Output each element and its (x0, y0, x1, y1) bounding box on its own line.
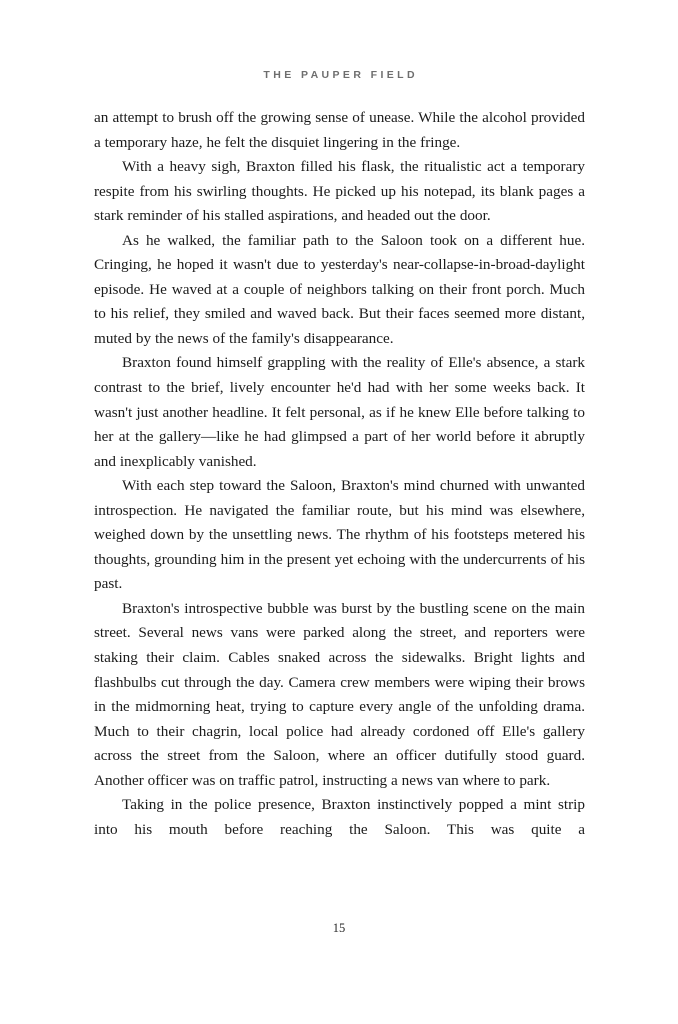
page-number: 15 (332, 921, 346, 935)
paragraph: With each step toward the Saloon, Braxton's mind churned with unwanted introspection. He navigated the familiar route, but his mind was elsewhere, weighed down by the unsettling news. The rhythm of his footsteps metered his thoughts, grounding him in the present yet echoing with the undercurrents of his past. (94, 477, 585, 593)
paragraph: Braxton's introspective bubble was burst by the bustling scene on the main street. Several news vans were parked along the street, and reporters were staking their claim. Cables snaked across the sidewalks. Bright lights and flashbulbs cut through the day. Camera crew members were wiping their brows in the midmorning heat, trying to capture every angle of the unfolding drama. Much to their chagrin, local police had already cordoned off Elle's gallery across the street from the Saloon, where an officer dutifully stood guard. Another officer was on traffic patrol, instructing a news van where to park. (94, 599, 585, 789)
running-header: THE PAUPER FIELD (263, 69, 418, 81)
paragraph: With a heavy sigh, Braxton filled his flask, the ritualistic act a temporary respite from his swirling thoughts. He picked up his notepad, its blank pages a stark reminder of his stalled aspirations, and headed out the door. (94, 158, 585, 225)
paragraph: Braxton found himself grappling with the reality of Elle's absence, a stark contrast to the brief, lively encounter he'd had with her some weeks back. It wasn't just another headline. It felt personal, as if he knew Elle before talking to her at the gallery—like he had glimpsed a part of her world before it abruptly and inexplicably vanished. (94, 354, 585, 470)
paragraph: an attempt to brush off the growing sense of unease. While the alcohol provided a temporary haze, he felt the disquiet lingering in the fringe. (94, 109, 585, 151)
body-text-block (94, 106, 585, 842)
paragraph: As he walked, the familiar path to the Saloon took on a different hue. Cringing, he hoped it wasn't due to yesterday's near-collapse-in-broad-daylight episode. He waved at a couple of neighbors talking on their front porch. Much to his relief, they smiled and waved back. But their faces seemed more distant, muted by the news of the family's disappearance. (94, 231, 585, 347)
paragraph: Taking in the police presence, Braxton instinctively popped a mint strip into his mouth before reaching the Saloon. This was quite a (94, 796, 585, 838)
